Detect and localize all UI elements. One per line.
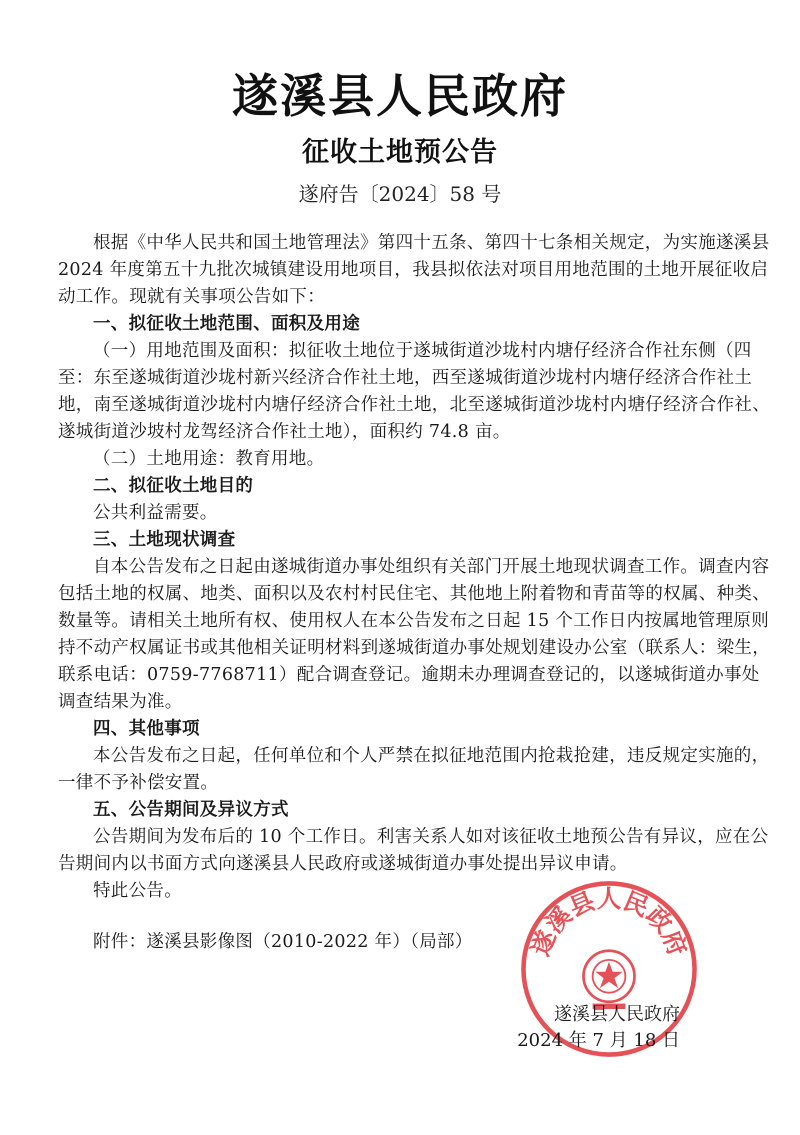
national-emblem-icon (584, 951, 635, 1009)
section-1-use-paragraph: （二）土地用途：教育用地。 (93, 449, 325, 469)
section-3-heading: 三、土地现状调查 (93, 530, 236, 550)
intro-paragraph: 根据《中华人民共和国土地管理法》第四十五条、第四十七条相关规定，为实施遂溪县 2024 年度第五十九批次城镇建设用地项目，我县拟依法对项目用地范围的土地开展征收启动工作。现就有关事项公告如下： (58, 233, 770, 307)
section-3-paragraph: 自本公告发布之日起由遂城街道办事处组织有关部门开展土地现状调查工作。调查内容包括土地的权属、地类、面积以及农村村民住宅、其他地上附着物和青苗等的权属、种类、数量等。请相关土地所有权、使用权人在本公告发布之日起 15 个工作日内按属地管理原则持不动产权属证书或其他相关证明材料到遂城街道办事处规划建设办公室（联系人：梁生，联系电话：0759-7768711）配合调查登记。逾期未办理调查登记的，以遂城街道办事处调查结果为准。 (58, 557, 770, 712)
document-number: 遂府告〔2024〕58 号 (298, 182, 502, 206)
section-1-scope-paragraph: （一）用地范围及面积：拟征收土地位于遂城街道沙垅村内塘仔经济合作社东侧（四至：东至遂城街道沙垅村新兴经济合作社土地，西至遂城街道沙垅村内塘仔经济合作社土地，南至遂城街道沙垅村内塘仔经济合作社土地，北至遂城街道沙垅村内塘仔经济合作社、遂城街道沙坡村龙驾经济合作社土地），面积约 74.8 亩。 (58, 341, 770, 442)
notice-title: 征收土地预公告 (302, 137, 498, 168)
issuing-organization-title: 遂溪县人民政府 (232, 69, 568, 123)
section-4-paragraph: 本公告发布之日起，任何单位和个人严禁在拟征地范围内抢栽抢建，违反规定实施的，一律不予补偿安置。 (58, 746, 770, 793)
section-2-heading: 二、拟征收土地目的 (93, 476, 254, 496)
section-4-heading: 四、其他事项 (93, 719, 200, 739)
signature-block (517, 1002, 680, 1054)
signature-date: 2024 年 7 月 18 日 (517, 1030, 680, 1051)
section-5-paragraph: 公告期间为发布后的 10 个工作日。利害关系人如对该征收土地预公告有异议，应在公告期间内以书面方式向遂溪县人民政府或遂城街道办事处提出异议申请。 (58, 827, 769, 874)
section-2-paragraph: 公共利益需要。 (93, 503, 218, 523)
signature-organization: 遂溪县人民政府 (554, 1004, 680, 1025)
attachment-line: 附件：遂溪县影像图（2010-2022 年）（局部） (93, 932, 473, 952)
closing-line: 特此公告。 (93, 881, 182, 901)
section-5-heading: 五、公告期间及异议方式 (93, 800, 289, 820)
notice-body (58, 230, 770, 956)
svg-text:遂溪县人民政府: 遂溪县人民政府 (525, 884, 693, 960)
section-1-heading: 一、拟征收土地范围、面积及用途 (93, 314, 360, 334)
